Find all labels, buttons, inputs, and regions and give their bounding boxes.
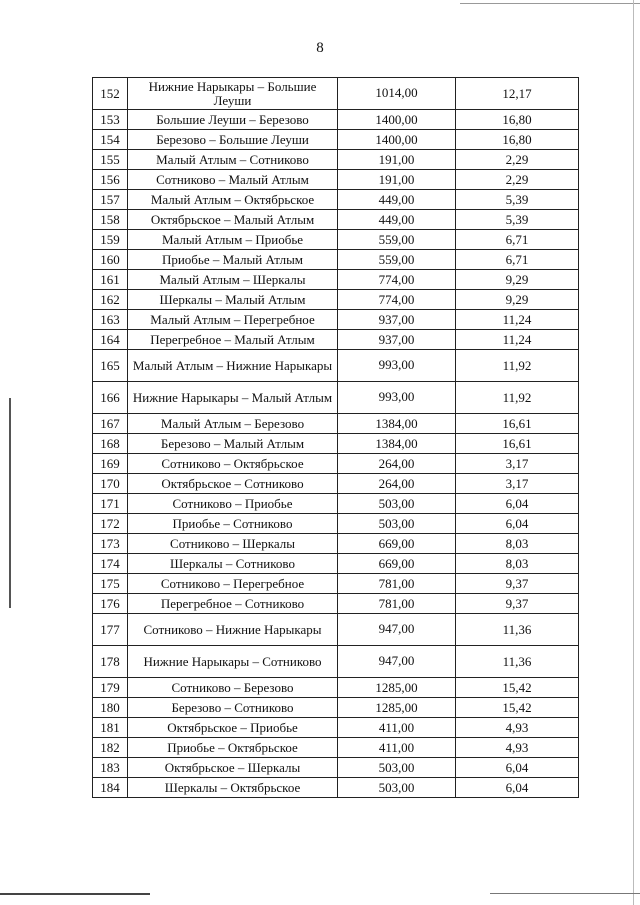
table-row	[93, 290, 579, 310]
distance-cell: 264,00	[338, 474, 456, 494]
distance-cell: 1285,00	[338, 678, 456, 698]
price-cell: 11,24	[456, 310, 579, 330]
distance-cell: 191,00	[338, 150, 456, 170]
row-number-cell: 171	[93, 494, 128, 514]
row-number-cell: 170	[93, 474, 128, 494]
route-cell: Нижние Нарыкары – Большие Леуши	[128, 78, 338, 110]
distance-cell: 191,00	[338, 170, 456, 190]
price-cell: 4,93	[456, 718, 579, 738]
row-number-cell: 154	[93, 130, 128, 150]
scan-left-mark	[9, 398, 11, 608]
row-number-cell: 172	[93, 514, 128, 534]
route-cell: Октябрьское – Сотниково	[128, 474, 338, 494]
distance-cell: 669,00	[338, 554, 456, 574]
distance-cell: 1014,00	[338, 78, 456, 110]
route-cell: Шеркалы – Малый Атлым	[128, 290, 338, 310]
price-cell: 9,29	[456, 290, 579, 310]
table-row	[93, 78, 579, 110]
distance-cell: 559,00	[338, 230, 456, 250]
distance-cell: 669,00	[338, 534, 456, 554]
price-cell: 6,71	[456, 250, 579, 270]
distance-cell: 503,00	[338, 758, 456, 778]
row-number-cell: 157	[93, 190, 128, 210]
row-number-cell: 173	[93, 534, 128, 554]
price-cell: 8,03	[456, 554, 579, 574]
table-row	[93, 738, 579, 758]
row-number-cell: 152	[93, 78, 128, 110]
distance-cell: 774,00	[338, 290, 456, 310]
price-cell: 11,36	[456, 646, 579, 678]
distance-cell: 1285,00	[338, 698, 456, 718]
price-cell: 5,39	[456, 190, 579, 210]
table-row	[93, 434, 579, 454]
route-cell: Октябрьское – Малый Атлым	[128, 210, 338, 230]
price-cell: 16,61	[456, 414, 579, 434]
distance-cell: 503,00	[338, 494, 456, 514]
row-number-cell: 166	[93, 382, 128, 414]
price-cell: 3,17	[456, 474, 579, 494]
row-number-cell: 161	[93, 270, 128, 290]
price-cell: 11,92	[456, 382, 579, 414]
price-cell: 2,29	[456, 170, 579, 190]
table-row	[93, 594, 579, 614]
row-number-cell: 156	[93, 170, 128, 190]
price-cell: 11,36	[456, 614, 579, 646]
table-row	[93, 474, 579, 494]
distance-cell: 264,00	[338, 454, 456, 474]
distance-cell: 781,00	[338, 574, 456, 594]
distance-cell: 559,00	[338, 250, 456, 270]
table-row	[93, 330, 579, 350]
row-number-cell: 174	[93, 554, 128, 574]
distance-cell: 503,00	[338, 514, 456, 534]
row-number-cell: 159	[93, 230, 128, 250]
route-cell: Сотниково – Малый Атлым	[128, 170, 338, 190]
distance-cell: 947,00	[338, 646, 456, 678]
table-row	[93, 250, 579, 270]
price-cell: 9,29	[456, 270, 579, 290]
route-cell: Малый Атлым – Перегребное	[128, 310, 338, 330]
distance-cell: 947,00	[338, 614, 456, 646]
row-number-cell: 158	[93, 210, 128, 230]
distance-cell: 449,00	[338, 210, 456, 230]
distance-cell: 411,00	[338, 718, 456, 738]
scan-bottom-rule-right	[490, 893, 640, 894]
routes-table-body	[93, 78, 579, 798]
table-row	[93, 210, 579, 230]
table-row	[93, 646, 579, 678]
scan-top-rule	[460, 3, 640, 4]
scan-bottom-rule	[0, 893, 150, 895]
row-number-cell: 177	[93, 614, 128, 646]
distance-cell: 503,00	[338, 778, 456, 798]
route-cell: Приобье – Сотниково	[128, 514, 338, 534]
row-number-cell: 169	[93, 454, 128, 474]
price-cell: 9,37	[456, 594, 579, 614]
route-cell: Перегребное – Сотниково	[128, 594, 338, 614]
distance-cell: 1400,00	[338, 110, 456, 130]
price-cell: 9,37	[456, 574, 579, 594]
route-cell: Сотниково – Октябрьское	[128, 454, 338, 474]
row-number-cell: 183	[93, 758, 128, 778]
row-number-cell: 176	[93, 594, 128, 614]
page-number: 8	[316, 40, 324, 56]
price-cell: 16,80	[456, 130, 579, 150]
table-row	[93, 514, 579, 534]
row-number-cell: 168	[93, 434, 128, 454]
table-row	[93, 150, 579, 170]
distance-cell: 1384,00	[338, 414, 456, 434]
table-row	[93, 574, 579, 594]
table-row	[93, 758, 579, 778]
price-cell: 4,93	[456, 738, 579, 758]
distance-cell: 1400,00	[338, 130, 456, 150]
distance-cell: 993,00	[338, 382, 456, 414]
price-cell: 8,03	[456, 534, 579, 554]
row-number-cell: 165	[93, 350, 128, 382]
table-row	[93, 718, 579, 738]
row-number-cell: 181	[93, 718, 128, 738]
row-number-cell: 163	[93, 310, 128, 330]
row-number-cell: 162	[93, 290, 128, 310]
price-cell: 11,24	[456, 330, 579, 350]
table-row	[93, 698, 579, 718]
distance-cell: 937,00	[338, 330, 456, 350]
row-number-cell: 153	[93, 110, 128, 130]
price-cell: 6,04	[456, 758, 579, 778]
route-cell: Сотниково – Березово	[128, 678, 338, 698]
row-number-cell: 184	[93, 778, 128, 798]
route-cell: Сотниково – Нижние Нарыкары	[128, 614, 338, 646]
route-cell: Сотниково – Перегребное	[128, 574, 338, 594]
route-cell: Октябрьское – Приобье	[128, 718, 338, 738]
price-cell: 11,92	[456, 350, 579, 382]
route-cell: Перегребное – Малый Атлым	[128, 330, 338, 350]
table-row	[93, 230, 579, 250]
route-cell: Малый Атлым – Октябрьское	[128, 190, 338, 210]
price-cell: 16,61	[456, 434, 579, 454]
distance-cell: 411,00	[338, 738, 456, 758]
table-row	[93, 110, 579, 130]
price-cell: 2,29	[456, 150, 579, 170]
price-cell: 16,80	[456, 110, 579, 130]
price-cell: 5,39	[456, 210, 579, 230]
table-row	[93, 414, 579, 434]
table-row	[93, 778, 579, 798]
table-row	[93, 382, 579, 414]
price-cell: 6,04	[456, 514, 579, 534]
distance-cell: 774,00	[338, 270, 456, 290]
distance-cell: 937,00	[338, 310, 456, 330]
route-cell: Березово – Малый Атлым	[128, 434, 338, 454]
route-cell: Малый Атлым – Березово	[128, 414, 338, 434]
route-cell: Шеркалы – Сотниково	[128, 554, 338, 574]
row-number-cell: 164	[93, 330, 128, 350]
row-number-cell: 167	[93, 414, 128, 434]
route-cell: Нижние Нарыкары – Малый Атлым	[128, 382, 338, 414]
route-cell: Шеркалы – Октябрьское	[128, 778, 338, 798]
price-cell: 6,04	[456, 778, 579, 798]
table-row	[93, 614, 579, 646]
route-cell: Октябрьское – Шеркалы	[128, 758, 338, 778]
table-row	[93, 350, 579, 382]
distance-cell: 993,00	[338, 350, 456, 382]
route-cell: Березово – Сотниково	[128, 698, 338, 718]
route-cell: Малый Атлым – Шеркалы	[128, 270, 338, 290]
row-number-cell: 179	[93, 678, 128, 698]
route-cell: Березово – Большие Леуши	[128, 130, 338, 150]
route-cell: Сотниково – Шеркалы	[128, 534, 338, 554]
table-row	[93, 270, 579, 290]
route-cell: Приобье – Малый Атлым	[128, 250, 338, 270]
table-row	[93, 554, 579, 574]
scan-right-edge	[633, 0, 634, 905]
table-row	[93, 494, 579, 514]
distance-cell: 1384,00	[338, 434, 456, 454]
table-row	[93, 678, 579, 698]
table-row	[93, 130, 579, 150]
row-number-cell: 182	[93, 738, 128, 758]
route-cell: Большие Леуши – Березово	[128, 110, 338, 130]
row-number-cell: 175	[93, 574, 128, 594]
routes-table	[92, 77, 579, 798]
table-row	[93, 454, 579, 474]
price-cell: 12,17	[456, 78, 579, 110]
table-row	[93, 170, 579, 190]
row-number-cell: 160	[93, 250, 128, 270]
table-row	[93, 190, 579, 210]
route-cell: Малый Атлым – Приобье	[128, 230, 338, 250]
route-cell: Приобье – Октябрьское	[128, 738, 338, 758]
route-cell: Сотниково – Приобье	[128, 494, 338, 514]
distance-cell: 449,00	[338, 190, 456, 210]
row-number-cell: 178	[93, 646, 128, 678]
route-cell: Малый Атлым – Сотниково	[128, 150, 338, 170]
price-cell: 6,04	[456, 494, 579, 514]
price-cell: 15,42	[456, 678, 579, 698]
route-cell: Малый Атлым – Нижние Нарыкары	[128, 350, 338, 382]
distance-cell: 781,00	[338, 594, 456, 614]
price-cell: 15,42	[456, 698, 579, 718]
row-number-cell: 155	[93, 150, 128, 170]
table-row	[93, 310, 579, 330]
route-cell: Нижние Нарыкары – Сотниково	[128, 646, 338, 678]
table-row	[93, 534, 579, 554]
price-cell: 6,71	[456, 230, 579, 250]
price-cell: 3,17	[456, 454, 579, 474]
row-number-cell: 180	[93, 698, 128, 718]
